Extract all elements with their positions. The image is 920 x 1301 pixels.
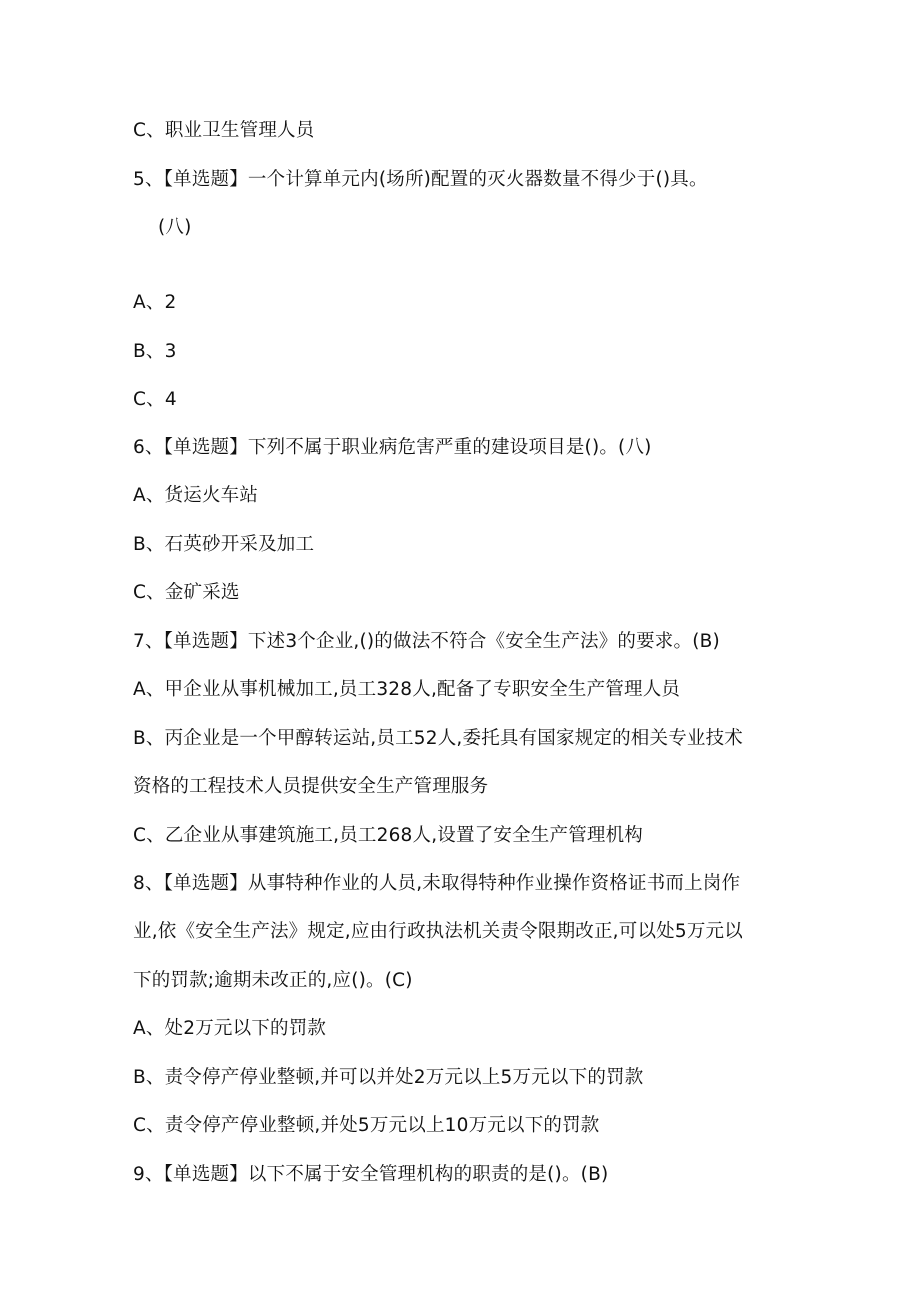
q6-option-c: C、金矿采选 bbox=[133, 582, 240, 603]
q5-option-b: B、3 bbox=[133, 341, 177, 362]
q8-question-continued-1: 业,依《安全生产法》规定,应由行政执法机关责令限期改正,可以处5万元以 bbox=[133, 921, 743, 942]
q8-option-c: C、责令停产停业整顿,并处5万元以上10万元以下的罚款 bbox=[133, 1115, 600, 1136]
q6-option-a: A、货运火车站 bbox=[133, 485, 259, 506]
q7-option-a: A、甲企业从事机械加工,员工328人,配备了专职安全生产管理人员 bbox=[133, 679, 681, 700]
q8-question-continued-2: 下的罚款;逾期未改正的,应()。(C) bbox=[133, 970, 413, 991]
q8-option-a: A、处2万元以下的罚款 bbox=[133, 1018, 327, 1039]
q4-option-c: C、职业卫生管理人员 bbox=[133, 120, 315, 141]
q8-question: 8、【单选题】从事特种作业的人员,未取得特种作业操作资格证书而上岗作 bbox=[133, 873, 741, 894]
q7-option-c: C、乙企业从事建筑施工,员工268人,设置了安全生产管理机构 bbox=[133, 825, 643, 846]
q6-question: 6、【单选题】下列不属于职业病危害严重的建设项目是()。(八) bbox=[133, 437, 652, 458]
q7-option-b-continued: 资格的工程技术人员提供安全生产管理服务 bbox=[133, 776, 489, 797]
q7-question: 7、【单选题】下述3个企业,()的做法不符合《安全生产法》的要求。(B) bbox=[133, 631, 720, 652]
q5-option-c: C、4 bbox=[133, 389, 177, 410]
q5-question: 5、【单选题】一个计算单元内(场所)配置的灭火器数量不得少于()具。 bbox=[133, 169, 708, 190]
q8-option-b: B、责令停产停业整顿,并可以并处2万元以上5万元以下的罚款 bbox=[133, 1067, 644, 1088]
q5-option-a: A、2 bbox=[133, 292, 177, 313]
q5-answer: (八) bbox=[158, 217, 192, 238]
q6-option-b: B、石英砂开采及加工 bbox=[133, 534, 315, 555]
q9-question: 9、【单选题】以下不属于安全管理机构的职责的是()。(B) bbox=[133, 1164, 609, 1185]
q7-option-b: B、丙企业是一个甲醇转运站,员工52人,委托具有国家规定的相关专业技术 bbox=[133, 728, 743, 749]
